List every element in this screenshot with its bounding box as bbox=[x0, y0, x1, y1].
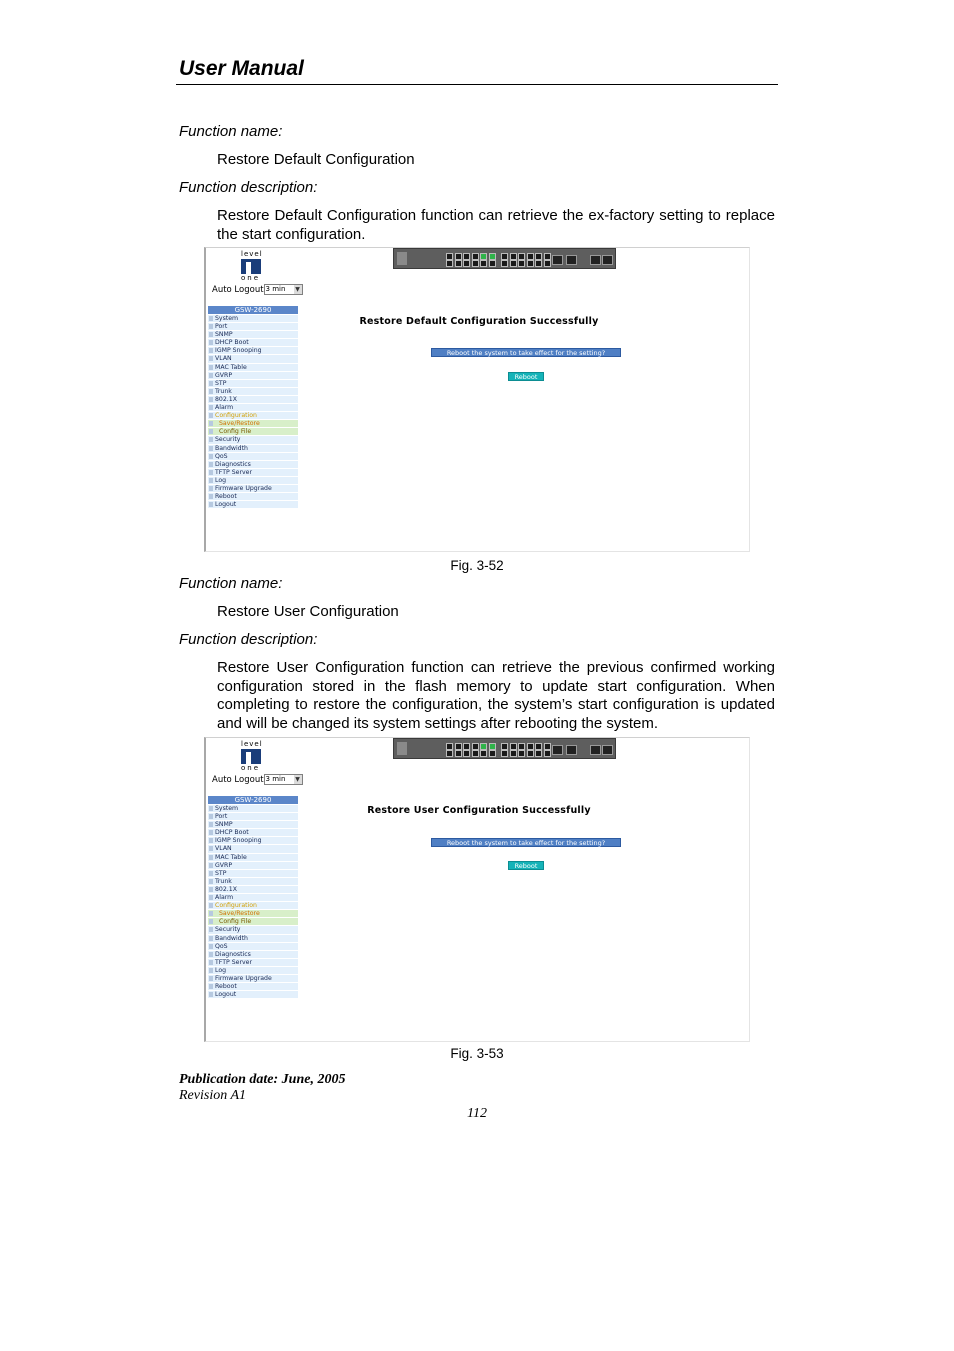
switch-port-icon bbox=[480, 750, 487, 757]
switch-port-icon bbox=[472, 743, 479, 750]
switch-port-icon bbox=[489, 260, 496, 267]
switch-port-icon bbox=[501, 750, 508, 757]
switch-port-icon bbox=[489, 743, 496, 750]
menu-item[interactable]: Save/Restore bbox=[208, 910, 298, 917]
switch-uplink-icon bbox=[602, 255, 613, 265]
menu-item[interactable]: Logout bbox=[208, 991, 298, 998]
nav-menu bbox=[208, 306, 298, 509]
menu-item[interactable]: Firmware Upgrade bbox=[208, 975, 298, 982]
menu-item[interactable]: Diagnostics bbox=[208, 951, 298, 958]
menu-item[interactable]: Port bbox=[208, 323, 298, 330]
menu-item[interactable]: Port bbox=[208, 813, 298, 820]
auto-logout-select[interactable]: 3 min ▼ bbox=[264, 284, 303, 295]
switch-uplink-icon bbox=[552, 745, 563, 755]
menu-item[interactable]: System bbox=[208, 315, 298, 322]
reboot-button[interactable]: Reboot bbox=[508, 861, 544, 870]
auto-logout-label: Auto Logout bbox=[212, 285, 264, 295]
menu-item[interactable]: IGMP Snooping bbox=[208, 837, 298, 844]
switch-port-icon bbox=[544, 260, 551, 267]
menu-item[interactable]: Configuration bbox=[208, 412, 298, 419]
menu-item[interactable]: SNMP bbox=[208, 821, 298, 828]
menu-item[interactable]: Alarm bbox=[208, 404, 298, 411]
menu-item[interactable]: Bandwidth bbox=[208, 935, 298, 942]
function-name: Restore Default Configuration bbox=[217, 151, 415, 168]
switch-port-icon bbox=[480, 743, 487, 750]
switch-port-icon bbox=[518, 253, 525, 260]
menu-item[interactable]: 802.1X bbox=[208, 396, 298, 403]
menu-item[interactable]: DHCP Boot bbox=[208, 829, 298, 836]
menu-item[interactable]: Trunk bbox=[208, 878, 298, 885]
page-number: 112 bbox=[467, 1106, 487, 1121]
menu-header: GSW-2690 bbox=[208, 796, 298, 804]
success-message: Restore User Configuration Successfully bbox=[367, 805, 591, 816]
switch-uplink-icon bbox=[552, 255, 563, 265]
menu-item[interactable]: Save/Restore bbox=[208, 420, 298, 427]
switch-port-icon bbox=[501, 743, 508, 750]
revision: Revision A1 bbox=[179, 1088, 247, 1103]
reboot-button[interactable]: Reboot bbox=[508, 372, 544, 381]
menu-item[interactable]: Configuration bbox=[208, 902, 298, 909]
function-description-label: Function description: bbox=[179, 179, 318, 196]
menu-item[interactable]: Log bbox=[208, 477, 298, 484]
menu-item[interactable]: QoS bbox=[208, 943, 298, 950]
auto-logout-select[interactable]: 3 min ▼ bbox=[264, 774, 303, 785]
switch-port-icon bbox=[446, 253, 453, 260]
menu-item[interactable]: TFTP Server bbox=[208, 959, 298, 966]
switch-port-icon bbox=[489, 253, 496, 260]
header-rule bbox=[176, 84, 778, 85]
menu-item[interactable]: Log bbox=[208, 967, 298, 974]
switch-port-icon bbox=[527, 750, 534, 757]
menu-item[interactable]: Config File bbox=[208, 428, 298, 435]
switch-port-icon bbox=[446, 743, 453, 750]
switch-port-icon bbox=[510, 260, 517, 267]
screenshot-restore-user bbox=[204, 737, 750, 1042]
switch-port-icon bbox=[535, 260, 542, 267]
menu-item[interactable]: Diagnostics bbox=[208, 461, 298, 468]
menu-item[interactable]: IGMP Snooping bbox=[208, 347, 298, 354]
menu-item[interactable]: System bbox=[208, 805, 298, 812]
switch-port-icon bbox=[535, 743, 542, 750]
switch-port-icon bbox=[455, 260, 462, 267]
menu-item[interactable]: Config File bbox=[208, 918, 298, 925]
switch-port-icon bbox=[472, 253, 479, 260]
switch-port-icon bbox=[527, 743, 534, 750]
switch-port-icon bbox=[535, 253, 542, 260]
function-description: Restore User Configuration function can retrieve the previous confirmed working configuration stored in the flash memory to update start configuration. When completing to restore the configuration, the system’s start configuration is updated and will be changed its system settings after rebooting the system. bbox=[217, 659, 775, 732]
switch-panel-image bbox=[393, 738, 616, 759]
menu-item[interactable]: Bandwidth bbox=[208, 445, 298, 452]
switch-port-icon bbox=[518, 750, 525, 757]
menu-item[interactable]: VLAN bbox=[208, 845, 298, 852]
switch-port-icon bbox=[544, 750, 551, 757]
menu-item[interactable]: Security bbox=[208, 926, 298, 933]
figure-caption: Fig. 3-53 bbox=[450, 1046, 504, 1061]
menu-item[interactable]: Reboot bbox=[208, 493, 298, 500]
switch-port-icon bbox=[510, 253, 517, 260]
switch-port-icon bbox=[489, 750, 496, 757]
switch-panel-image bbox=[393, 248, 616, 269]
success-message: Restore Default Configuration Successfully bbox=[359, 316, 599, 327]
menu-item[interactable]: 802.1X bbox=[208, 886, 298, 893]
switch-port-icon bbox=[480, 253, 487, 260]
menu-header: GSW-2690 bbox=[208, 306, 298, 314]
switch-uplink-icon bbox=[566, 255, 577, 265]
levelone-logo: level one bbox=[241, 740, 263, 772]
switch-logo-icon bbox=[397, 742, 407, 755]
auto-logout bbox=[212, 284, 303, 295]
function-name-label: Function name: bbox=[179, 123, 283, 140]
switch-port-icon bbox=[518, 260, 525, 267]
switch-port-icon bbox=[544, 743, 551, 750]
switch-port-icon bbox=[463, 750, 470, 757]
switch-port-icon bbox=[527, 253, 534, 260]
function-description: Restore Default Configuration function can retrieve the ex-factory setting to replace the start configuration. bbox=[217, 207, 775, 243]
levelone-logo: level one bbox=[241, 250, 263, 282]
menu-item[interactable]: GVRP bbox=[208, 862, 298, 869]
figure-caption: Fig. 3-52 bbox=[450, 558, 504, 573]
menu-item[interactable]: Trunk bbox=[208, 388, 298, 395]
switch-port-icon bbox=[527, 260, 534, 267]
auto-logout bbox=[212, 774, 303, 785]
switch-port-icon bbox=[446, 750, 453, 757]
nav-menu bbox=[208, 796, 298, 999]
menu-item[interactable]: Firmware Upgrade bbox=[208, 485, 298, 492]
function-description-label: Function description: bbox=[179, 631, 318, 648]
switch-uplink-icon bbox=[590, 255, 601, 265]
switch-port-icon bbox=[510, 750, 517, 757]
switch-port-icon bbox=[446, 260, 453, 267]
switch-port-icon bbox=[501, 253, 508, 260]
switch-port-icon bbox=[455, 750, 462, 757]
switch-port-icon bbox=[472, 750, 479, 757]
switch-uplink-icon bbox=[590, 745, 601, 755]
switch-port-icon bbox=[544, 253, 551, 260]
menu-item[interactable]: QoS bbox=[208, 453, 298, 460]
switch-port-icon bbox=[463, 253, 470, 260]
menu-item[interactable]: Reboot bbox=[208, 983, 298, 990]
switch-port-icon bbox=[472, 260, 479, 267]
menu-item[interactable]: Logout bbox=[208, 501, 298, 508]
menu-item[interactable]: STP bbox=[208, 380, 298, 387]
menu-item[interactable]: Security bbox=[208, 436, 298, 443]
switch-uplink-icon bbox=[602, 745, 613, 755]
function-name: Restore User Configuration bbox=[217, 603, 399, 620]
page-header-title: User Manual bbox=[179, 57, 304, 80]
menu-item[interactable]: STP bbox=[208, 870, 298, 877]
switch-port-icon bbox=[480, 260, 487, 267]
menu-item[interactable]: MAC Table bbox=[208, 364, 298, 371]
function-name-label: Function name: bbox=[179, 575, 283, 592]
switch-port-icon bbox=[463, 743, 470, 750]
switch-port-icon bbox=[518, 743, 525, 750]
auto-logout-label: Auto Logout bbox=[212, 775, 264, 785]
switch-port-icon bbox=[455, 743, 462, 750]
menu-item[interactable]: TFTP Server bbox=[208, 469, 298, 476]
switch-port-icon bbox=[455, 253, 462, 260]
reboot-prompt: Reboot the system to take effect for the setting? bbox=[431, 838, 621, 847]
switch-port-icon bbox=[510, 743, 517, 750]
switch-port-icon bbox=[463, 260, 470, 267]
switch-uplink-icon bbox=[566, 745, 577, 755]
screenshot-restore-default bbox=[204, 247, 750, 552]
menu-item[interactable]: MAC Table bbox=[208, 854, 298, 861]
switch-logo-icon bbox=[397, 252, 407, 265]
menu-item[interactable]: VLAN bbox=[208, 355, 298, 362]
publication-date: Publication date: June, 2005 bbox=[179, 1072, 346, 1087]
menu-item[interactable]: Alarm bbox=[208, 894, 298, 901]
switch-port-icon bbox=[535, 750, 542, 757]
menu-item[interactable]: DHCP Boot bbox=[208, 339, 298, 346]
menu-item[interactable]: SNMP bbox=[208, 331, 298, 338]
reboot-prompt: Reboot the system to take effect for the setting? bbox=[431, 348, 621, 357]
switch-port-icon bbox=[501, 260, 508, 267]
menu-item[interactable]: GVRP bbox=[208, 372, 298, 379]
